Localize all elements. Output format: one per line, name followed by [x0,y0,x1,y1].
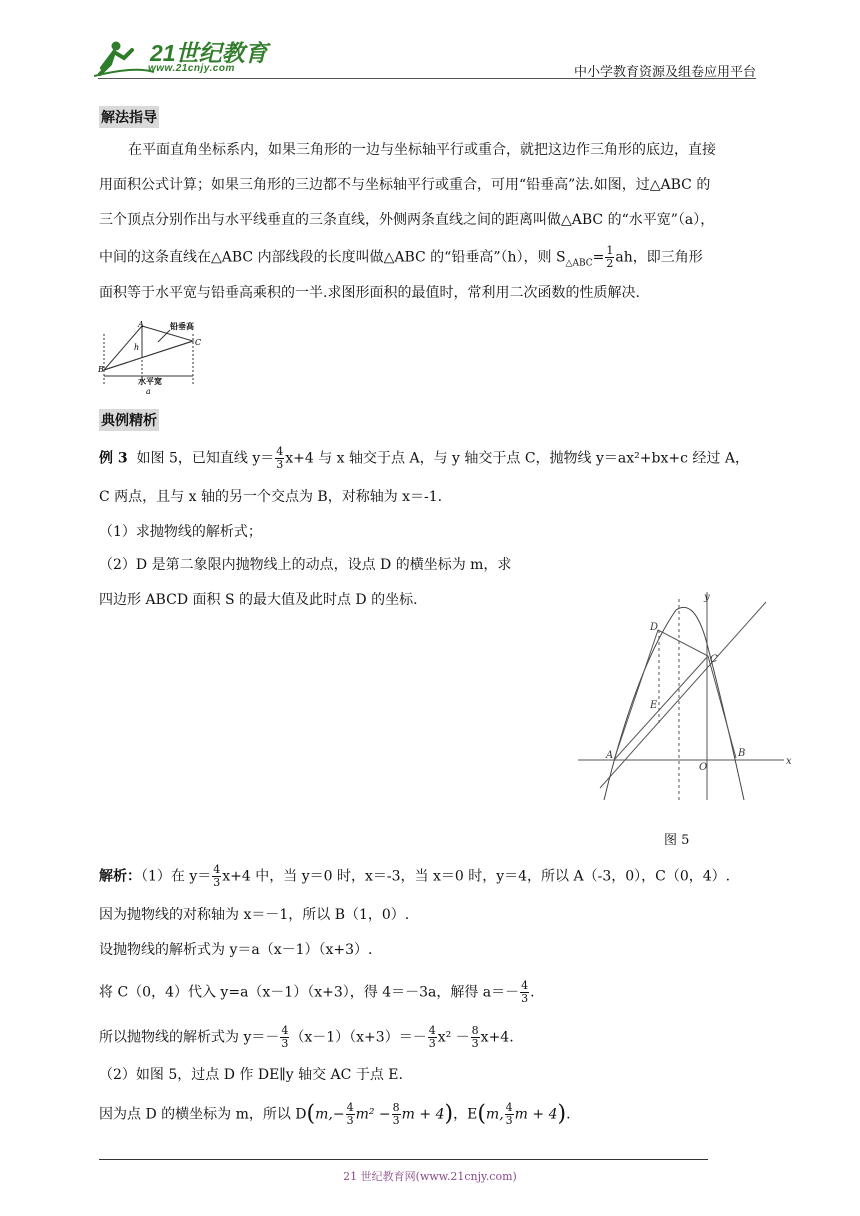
svg-text:x: x [786,756,792,767]
para1-line3: 三个顶点分别作出与水平线垂直的三条直线，外侧两条直线之间的距离叫做△ABC 的“水平宽”（a）， [99,212,715,228]
svg-text:A: A [606,750,614,761]
svg-text:B: B [738,748,746,759]
figure-5-parabola [576,588,794,802]
solution-line3: 设抛物线的解析式为 y＝a（x－1）（x+3）. [99,942,373,958]
svg-text:y: y [704,592,710,603]
section-title-examples: 典例精析 [99,409,159,431]
solution-line4: 将 C（0，4）代入 y=a（x－1）（x+3），得 4＝－3a，解得 a＝－ $\frac{4}{3}$ . [99,979,535,1005]
svg-text:C: C [195,338,202,347]
question-2-line1: （2）D 是第二象限内抛物线上的动点，设点 D 的横坐标为 m，求 [99,557,512,573]
header-title: 中小学教育资源及组卷应用平台 [573,65,756,80]
solution-line5: 所以抛物线的解析式为 y＝－ $\frac{4}{3}$ （x－1）（x+3）＝－ $\frac{4}{3}$ x² － $\frac{8}{3}$ x+4. [99,1024,514,1050]
figure-vertical-height [98,318,210,396]
svg-text:铅垂高: 铅垂高 [170,321,194,331]
svg-text:水平宽: 水平宽 [138,376,162,386]
para1-line5: 面积等于水平宽与铅垂高乘积的一半.求图形面积的最值时，常利用二次函数的性质解决. [99,285,640,301]
svg-text:O: O [699,762,708,773]
solution-line1: 解析：（1）在 y＝ $\frac{4}{3}$ x+4 中，当 y＝0 时，x＝-3，当 x＝0 时，y＝4，所以 A（-3，0），C（0，4）. [99,863,731,889]
svg-text:B: B [98,365,104,374]
section-title-method: 解法指导 [99,106,159,128]
svg-text:E: E [650,700,658,711]
solution-line6: （2）如图 5，过点 D 作 DE∥y 轴交 AC 于点 E. [99,1067,403,1083]
question-2-line2: 四边形 ABCD 面积 S 的最大值及此时点 D 的坐标. [99,592,418,608]
logo-url: www.21cnjy.com [148,63,235,74]
para1-line4: 中间的这条直线在△ABC 内部线段的长度叫做△ABC 的“铅垂高”（h），则 $S_{\triangle ABC}=$ $\frac{1}{2}$ ah，即三角形 [99,244,703,270]
svg-text:D: D [650,622,659,633]
solution-line7: 因为点 D 的横坐标为 m，所以 D(m,− $\frac{4}{3}$ m² − $\frac{8}{3}$ m + 4)，E(m, $\frac{4}{3}$ m + 4). [99,1101,571,1127]
example-line1: 例 3 如图 5，已知直线 y＝ $\frac{4}{3}$ x+4 与 x 轴交于点 A，与 y 轴交于点 C，抛物线 y＝ax²+bx+c 经过 A， [99,445,749,471]
svg-text:h: h [134,343,140,352]
solution-line2: 因为抛物线的对称轴为 x＝－1，所以 B（1，0）. [99,907,410,923]
fraction-half: $\frac{1}{2}$ [606,244,614,270]
svg-text:a: a [146,387,151,396]
footer-text: 21 世纪教育网(www.21cnjy.com) [343,1170,517,1183]
figure-5-caption: 图 5 [664,833,690,848]
logo-text: 21世纪教育 [150,40,268,66]
example-line2: C 两点，且与 x 轴的另一个交点为 B，对称轴为 x＝-1. [99,489,443,505]
para1-line1: 在平面直角坐标系内，如果三角形的一边与坐标轴平行或重合，就把这边作三角形的底边，直接 [128,142,716,158]
para1-line2: 用面积公式计算；如果三角形的三边都不与坐标轴平行或重合，可用“铅垂高”法.如图，过△ABC 的 [99,177,711,193]
svg-text:C: C [710,654,718,665]
header-divider [98,78,756,79]
footer-divider [99,1159,708,1160]
question-1: （1）求抛物线的解析式； [99,524,262,540]
fig1-label-a-point: A [138,320,144,329]
